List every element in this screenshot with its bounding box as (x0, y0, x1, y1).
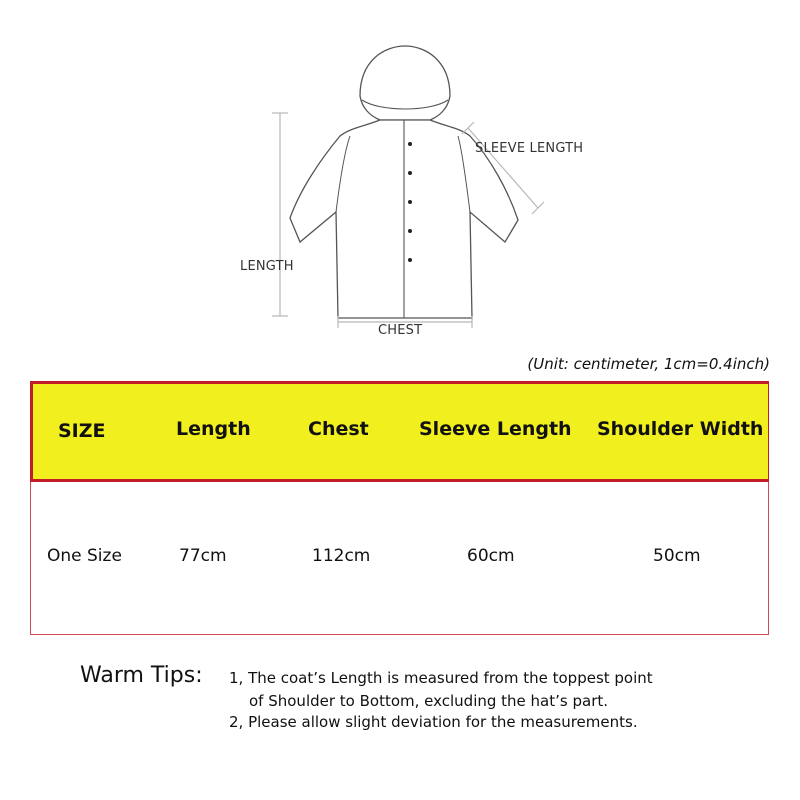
coat-button (408, 229, 412, 233)
header-chest: Chest (308, 418, 369, 440)
header-sleeve-length: Sleeve Length (419, 418, 572, 440)
unit-note: (Unit: centimeter, 1cm=0.4inch) (527, 355, 770, 373)
raincoat-outline (0, 0, 800, 360)
chest-label: CHEST (378, 323, 423, 338)
cell-shoulder-width: 50cm (653, 546, 701, 566)
table-row (30, 482, 769, 635)
length-label: LENGTH (240, 259, 294, 274)
coat-button (408, 142, 412, 146)
cell-sleeve-length: 60cm (467, 546, 515, 566)
header-length: Length (176, 418, 251, 440)
tip-line-3: 2, Please allow slight deviation for the measurements. (229, 713, 638, 731)
sleeve-length-label: SLEEVE LENGTH (475, 141, 584, 156)
cell-size: One Size (47, 546, 122, 566)
header-size: SIZE (58, 420, 106, 442)
table-header-row (30, 381, 769, 482)
tip-line-2: of Shoulder to Bottom, excluding the hat’s part. (249, 692, 609, 710)
size-table (30, 381, 769, 635)
coat-button (408, 171, 412, 175)
tip-line-1: 1, The coat’s Length is measured from the toppest point (229, 669, 653, 687)
warm-tips-title: Warm Tips: (80, 663, 203, 688)
coat-button (408, 200, 412, 204)
coat-button (408, 258, 412, 262)
cell-length: 77cm (179, 546, 227, 566)
raincoat-measurement-diagram (0, 0, 800, 360)
cell-chest: 112cm (312, 546, 371, 566)
header-shoulder-width: Shoulder Width (597, 418, 764, 440)
